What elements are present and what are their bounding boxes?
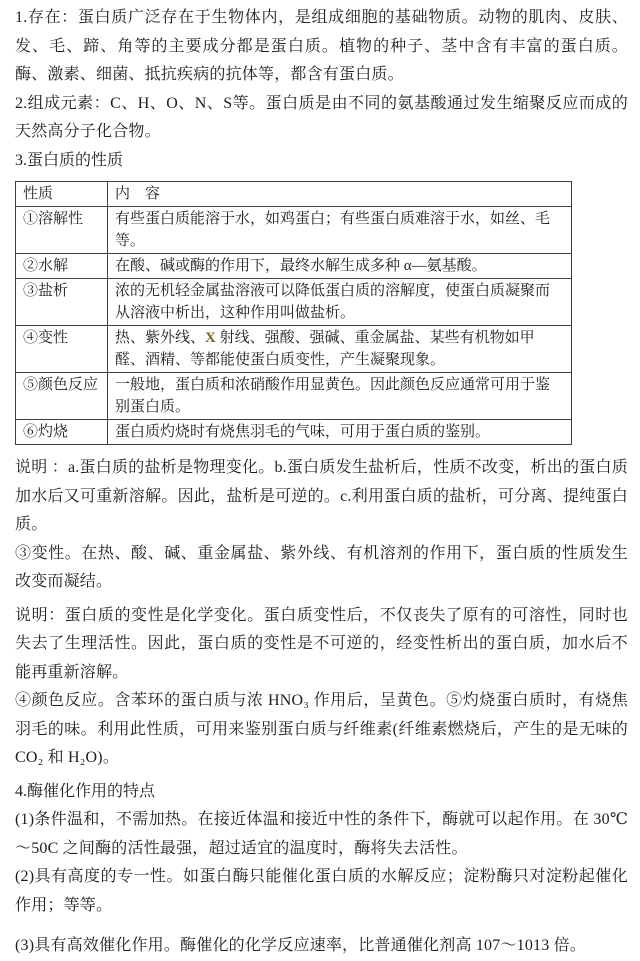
paragraph-color-reaction-burning: ④颜色反应。含苯环的蛋白质与浓 HNO₃ 作用后，呈黄色。⑤灼烧蛋白质时，有烧焦羽毛的味。利用此性质，可用来鉴别蛋白质与纤维素(纤维素燃烧后，产生的是无味的 CO₂ 和 H₂O)。 [15, 692, 628, 766]
protein-properties-table [15, 181, 572, 445]
table-row-denaturation [16, 326, 572, 373]
paragraph-denaturation: ③变性。在热、酸、碱、重金属盐、紫外线、有机溶剂的作用下，蛋白质的性质发生改变而凝结。 [15, 544, 628, 590]
row-property: ④变性 [16, 326, 108, 373]
column-header-content: 内 容 [108, 182, 572, 207]
x-ray-highlight: X [205, 330, 216, 346]
row-content: 蛋白质灼烧时有烧焦羽毛的气味，可用于蛋白质的鉴别。 [108, 420, 572, 445]
table-header-row [16, 182, 572, 207]
paragraph-existence: 1.存在：蛋白质广泛存在于生物体内，是组成细胞的基础物质。动物的肌肉、皮肤、发、毛、蹄、角等的主要成分都是蛋白质。植物的种子、茎中含有丰富的蛋白质。酶、激素、细菌、抵抗疾病的抗体等，都含有蛋白质。 [15, 9, 628, 83]
row-content-text: 热、紫外线、 [115, 330, 206, 346]
row-property: ②水解 [16, 254, 108, 279]
row-property: ③盐析 [16, 279, 108, 326]
column-header-property: 性质 [16, 182, 108, 207]
paragraph-enzyme-condition: (1)条件温和，不需加热。在接近体温和接近中性的条件下，酶就可以起作用。在 30℃～50C 之间酶的活性最强，超过适宜的温度时，酶将失去活性。 [15, 811, 628, 857]
table-row-hydrolysis [16, 254, 572, 279]
table-row-color-reaction [16, 373, 572, 420]
row-content: 一般地，蛋白质和浓硝酸作用显黄色。因此颜色反应通常可用于鉴别蛋白质。 [108, 373, 572, 420]
row-content [108, 326, 572, 373]
paragraph-enzyme-specificity: (2)具有高度的专一性。如蛋白酶只能催化蛋白质的水解反应；淀粉酶只对淀粉起催化作用；等等。 [15, 868, 628, 914]
row-property: ⑤颜色反应 [16, 373, 108, 420]
row-property: ⑥灼烧 [16, 420, 108, 445]
row-property: ①溶解性 [16, 207, 108, 254]
row-content-text: 射线、强酸、强碱、重金属盐、某些有机物如甲醛、酒精、等都能使蛋白质变性，产生凝聚现象。 [115, 330, 535, 368]
table-row-solubility [16, 207, 572, 254]
row-content: 有些蛋白质能溶于水，如鸡蛋白；有些蛋白质难溶于水，如丝、毛等。 [108, 207, 572, 254]
paragraph-elements: 2.组成元素：C、H、O、N、S等。蛋白质是由不同的氨基酸通过发生缩聚反应而成的天然高分子化合物。 [15, 94, 628, 140]
table-row-burning [16, 420, 572, 445]
note-salting-out: 说明 ：a.蛋白质的盐析是物理变化。b.蛋白质发生盐析后，性质不改变，析出的蛋白质加水后又可重新溶解。因此，盐析是可逆的。c.利用蛋白质的盐析，可分离、提纯蛋白质。 [15, 459, 628, 533]
row-content: 在酸、碱或酶的作用下，最终水解生成多种 α—氨基酸。 [108, 254, 572, 279]
paragraph-enzyme-efficiency: (3)具有高效催化作用。酶催化的化学反应速率，比普通催化剂高 107～1013 倍。 [15, 937, 587, 954]
row-content: 浓的无机轻金属盐溶液可以降低蛋白质的溶解度，使蛋白质凝聚而从溶液中析出，这种作用叫做盐析。 [108, 279, 572, 326]
table-row-salting-out [16, 279, 572, 326]
heading-protein-properties: 3.蛋白质的性质 [15, 151, 124, 169]
note-denaturation: 说明：蛋白质的变性是化学变化。蛋白质变性后，不仅丧失了原有的可溶性，同时也失去了生理活性。因此，蛋白质的变性是不可逆的，经变性析出的蛋白质，加水后不能再重新溶解。 [15, 606, 628, 681]
heading-enzyme-catalysis: 4.酶催化作用的特点 [15, 782, 156, 800]
